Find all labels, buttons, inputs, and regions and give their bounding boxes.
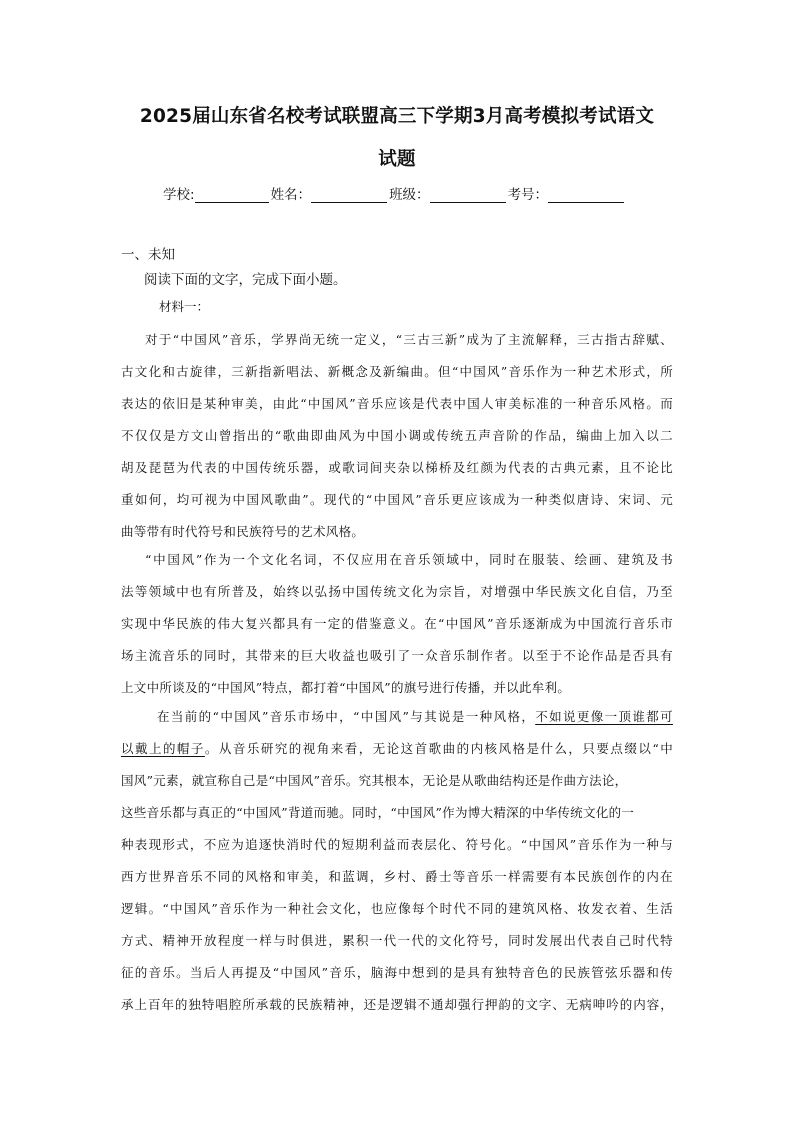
paragraph-line: 实现中华民族的伟大复兴都具有一定的借鉴意义。在“中国风”音乐逐渐成为中国流行音乐市 xyxy=(121,616,673,631)
class-blank[interactable] xyxy=(430,186,506,203)
reading-instruction: 阅读下面的文字，完成下面小题。 xyxy=(144,272,347,288)
exam-title-line-1: 2025届山东省名校考试联盟高三下学期3月高考模拟考试语文 xyxy=(139,106,655,127)
student-info-row xyxy=(163,181,643,203)
paragraph-line: 胡及琵琶为代表的中国传统乐器，或歌词间夹杂以梯桥及红颜为代表的古典元素，且不论比 xyxy=(121,460,673,475)
exam-number-label: 考号： xyxy=(507,187,549,203)
paragraph-line: 承上百年的独特唱腔所承载的民族精神，还是逻辑不通却强行押韵的文字、无病呻吟的内容， xyxy=(121,997,673,1012)
paragraph-line: 不仅仅是方文山曾指出的“歌曲即曲风为中国小调或传统五声音阶的作品，编曲上加入以二 xyxy=(121,428,673,443)
school-blank[interactable] xyxy=(195,186,269,203)
paragraph-text: 。从音乐研究的视角来看，无论这首歌曲的内核风格是什么，只要点缀以“中 xyxy=(204,741,673,756)
paragraph-line: 国风”元素，就宣称自己是“中国风”音乐。究其根本，无论是从歌曲结构还是作曲方法论， xyxy=(121,773,628,788)
exam-number-field[interactable] xyxy=(508,183,627,203)
name-label: 姓名： xyxy=(270,187,312,203)
paragraph-line: 西方世界音乐不同的风格和审美，和蓝调，乡村、爵士等音乐一样需要有本民族创作的内在 xyxy=(121,869,673,884)
paragraph-line: 种表现形式，不应为追逐快消时代的短期利益而表层化、符号化。“中国风”音乐作为一种与 xyxy=(121,837,673,852)
paragraph-line-with-underline xyxy=(121,739,673,759)
paragraph-line: 重如何，均可视为中国风歌曲”。现代的“中国风”音乐更应该成为一种类似唐诗、宋词、元 xyxy=(121,492,673,507)
paragraph-line-with-underline xyxy=(157,707,673,727)
class-field[interactable] xyxy=(389,183,508,203)
paragraph-line: 逻辑。“中国风”音乐作为一种社会文化，也应像每个时代不同的建筑风格、妆发衣着、生活 xyxy=(121,901,673,916)
paragraph-line: 古文化和古旋律，三新指新唱法、新概念及新编曲。但“中国风”音乐作为一种艺术形式，所 xyxy=(121,364,673,379)
paragraph-line: 场主流音乐的同时，其带来的巨大收益也吸引了一众音乐制作者。以至于不论作品是否具有 xyxy=(121,648,673,663)
name-field[interactable] xyxy=(271,183,390,203)
paragraph-line: 法等领域中也有所普及，始终以弘扬中国传统文化为宗旨，对增强中华民族文化自信，乃至 xyxy=(121,584,673,599)
class-label: 班级： xyxy=(389,187,430,203)
name-blank[interactable] xyxy=(311,186,387,203)
paragraph-line: 这些音乐都与真正的“中国风”背道而驰。同时，“中国风”作为博大精深的中华传统文化的一 xyxy=(121,805,635,820)
material-label: 材料一： xyxy=(159,299,210,314)
paragraph-line: 曲等带有时代符号和民族符号的艺术风格。 xyxy=(121,524,365,539)
paragraph-line: 表达的依旧是某种审美，由此“中国风”音乐应该是代表中国人审美标准的一种音乐风格。而 xyxy=(121,396,673,411)
school-label: 学校: xyxy=(163,187,195,203)
paragraph-line: 方式、精神开放程度一样与时俱进，累积一代一代的文化符号，同时发展出代表自己时代特 xyxy=(121,933,673,948)
underlined-phrase: 以戴上的帽子 xyxy=(121,741,205,756)
exam-title-line-2: 试题 xyxy=(378,149,416,170)
section-heading: 一、未知 xyxy=(121,247,175,263)
paragraph-text: 在当前的“中国风”音乐市场中，“中国风”与其说是一种风格， xyxy=(157,709,536,724)
paragraph-line: 对于“中国风”音乐，学界尚无统一定义，“三古三新”成为了主流解释，三古指古辞赋、 xyxy=(145,332,673,347)
paragraph-line: “中国风”作为一个文化名词，不仅应用在音乐领域中，同时在服装、绘画、建筑及书 xyxy=(145,552,673,567)
paragraph-line: 征的音乐。当后人再提及“中国风”音乐，脑海中想到的是具有独特音色的民族管弦乐器和传 xyxy=(121,965,673,980)
exam-number-blank[interactable] xyxy=(548,186,624,203)
underlined-phrase: 不如说更像一顶谁都可 xyxy=(535,709,673,724)
paragraph-line: 上文中所谈及的“中国风”特点，都打着“中国风”的旗号进行传播，并以此牟利。 xyxy=(121,680,571,695)
school-field[interactable] xyxy=(163,183,271,203)
